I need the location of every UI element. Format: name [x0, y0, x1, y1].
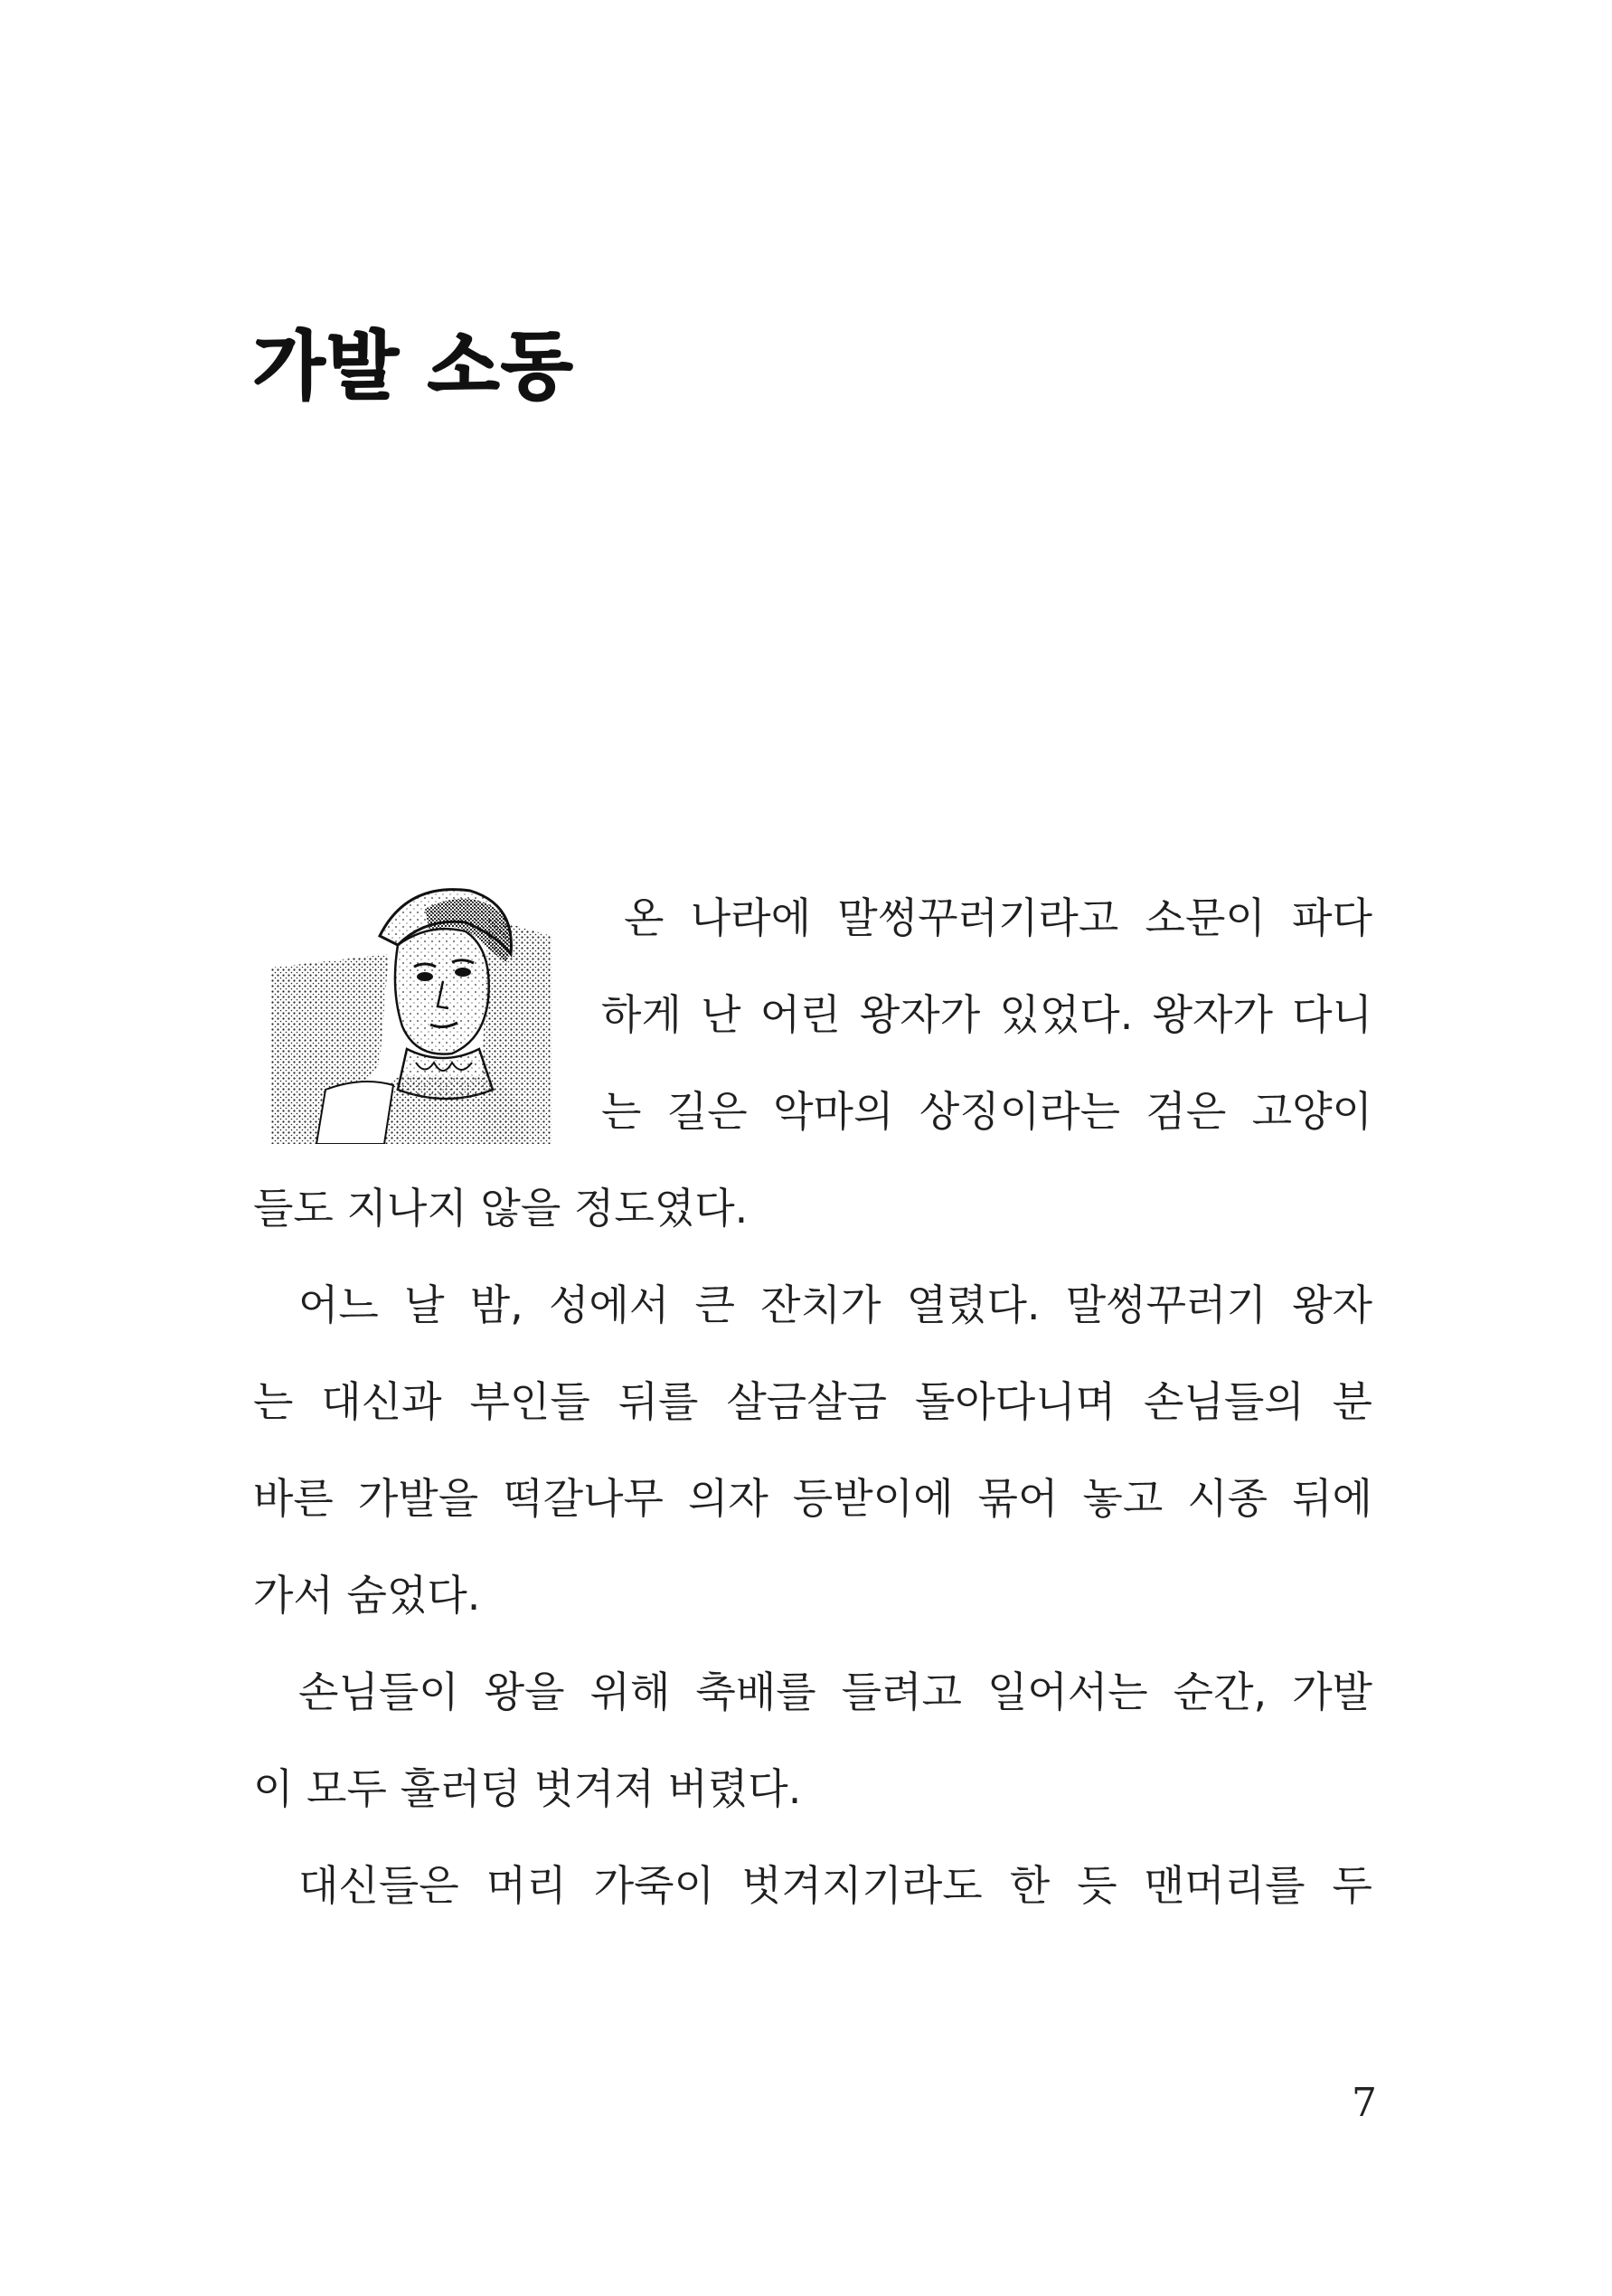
body-line: 대신들은 머리 가죽이 벗겨지기라도 한 듯 맨머리를 두 — [298, 1861, 1372, 1910]
page-number: 7 — [1352, 2080, 1377, 2126]
body-line: 손님들이 왕을 위해 축배를 들려고 일어서는 순간, 가발 — [298, 1668, 1372, 1716]
body-line: 이 모두 훌러덩 벗겨져 버렸다. — [253, 1764, 802, 1813]
prince-portrait-icon — [271, 882, 551, 1144]
body-line: 가서 숨었다. — [253, 1571, 481, 1620]
body-line: 하게 난 어린 왕자가 있었다. 왕자가 다니 — [601, 990, 1372, 1039]
body-line: 바른 가발을 떡갈나무 의자 등받이에 묶어 놓고 시종 뒤에 — [253, 1474, 1372, 1523]
body-line: 어느 날 밤, 성에서 큰 잔치가 열렸다. 말썽꾸러기 왕자 — [298, 1280, 1372, 1329]
chapter-title: 가발 소동 — [253, 324, 575, 410]
body-line: 는 대신과 부인들 뒤를 살금살금 돌아다니며 손님들의 분 — [253, 1377, 1372, 1426]
body-line: 는 길은 악마의 상징이라는 검은 고양이 — [601, 1087, 1372, 1136]
body-line: 들도 지나지 않을 정도였다. — [253, 1184, 749, 1233]
body-line: 온 나라에 말썽꾸러기라고 소문이 파다 — [624, 893, 1372, 942]
